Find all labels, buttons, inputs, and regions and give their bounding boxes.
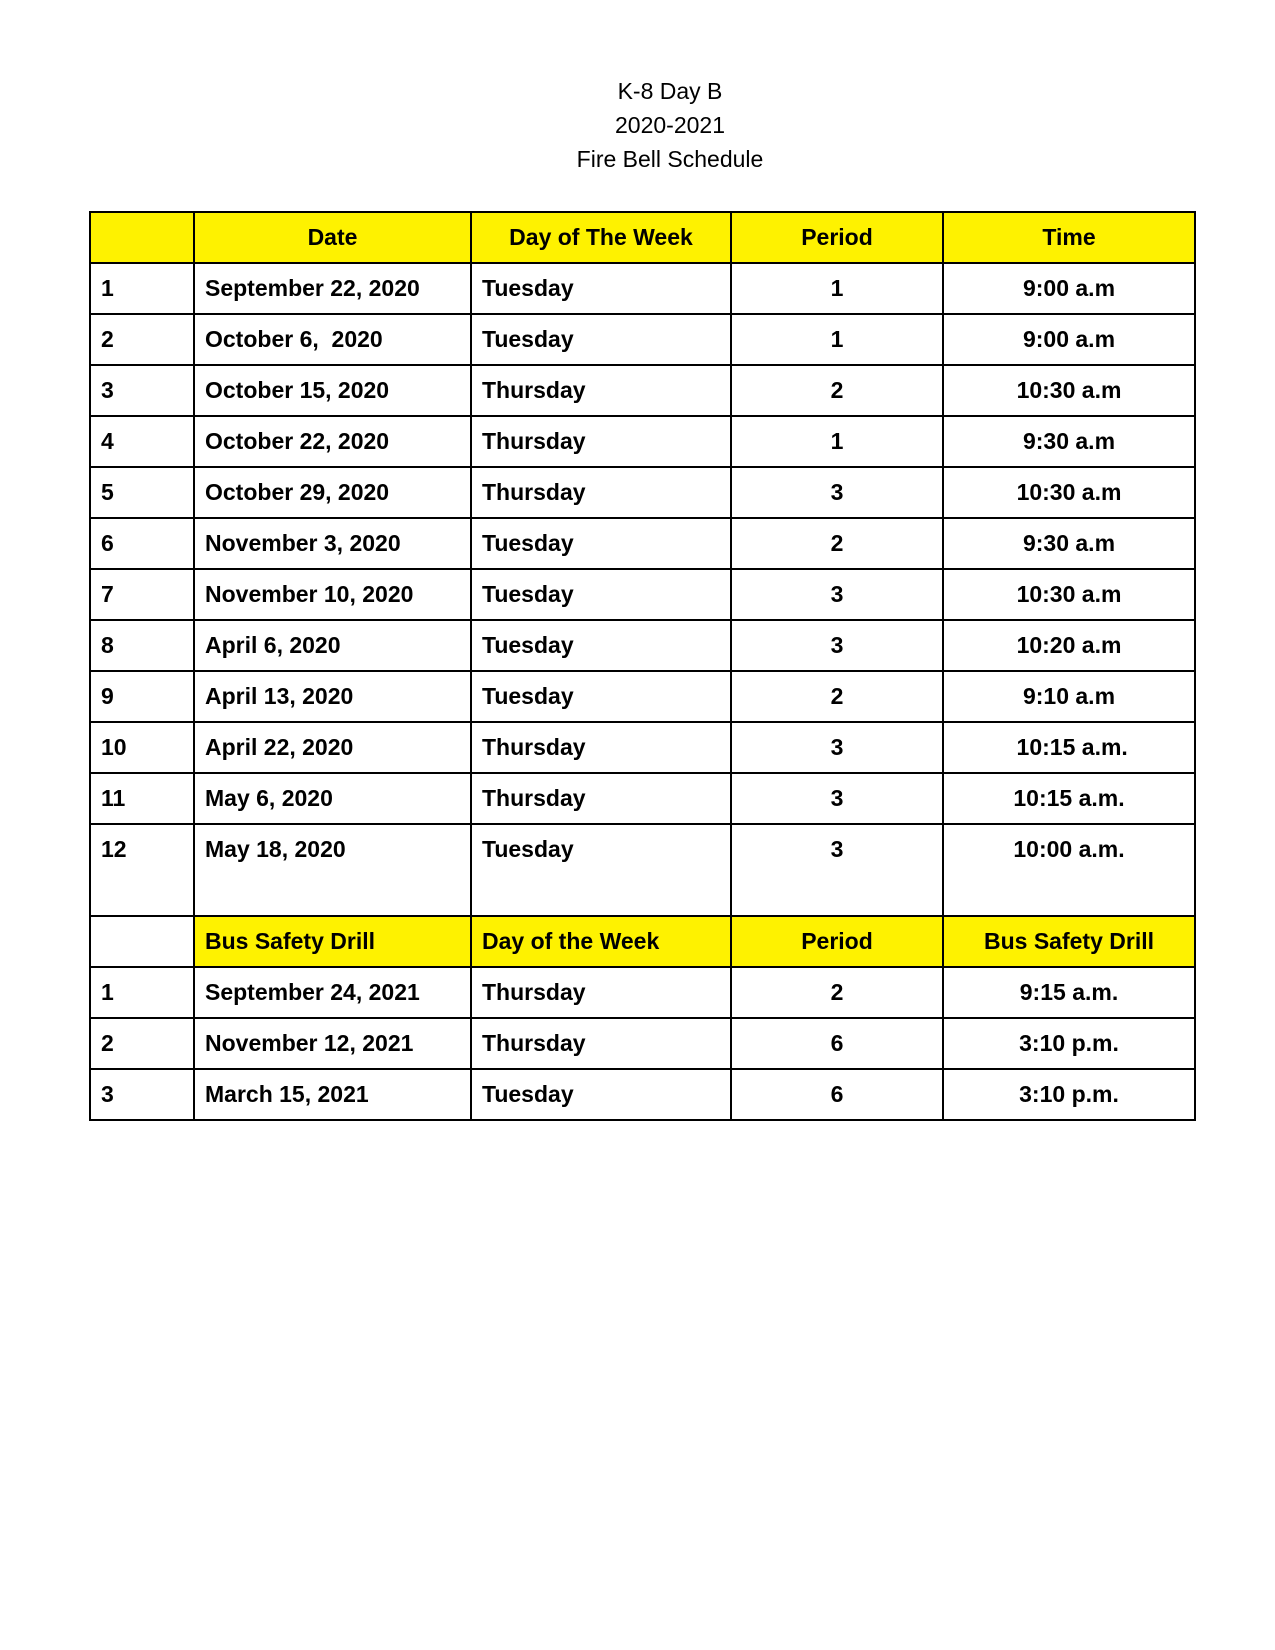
fire-cell-num: 1 bbox=[90, 263, 194, 314]
fire-cell-time: 10:30 a.m bbox=[943, 365, 1195, 416]
fire-cell-time: 9:30 a.m bbox=[943, 416, 1195, 467]
bus-cell-time: 3:10 p.m. bbox=[943, 1069, 1195, 1120]
fire-cell-num: 11 bbox=[90, 773, 194, 824]
fire-cell-period: 3 bbox=[731, 773, 943, 824]
fire-cell-date: April 13, 2020 bbox=[194, 671, 471, 722]
bus-cell-num: 3 bbox=[90, 1069, 194, 1120]
fire-cell-date: November 3, 2020 bbox=[194, 518, 471, 569]
bus-cell-period: 2 bbox=[731, 967, 943, 1018]
fire-cell-period: 3 bbox=[731, 467, 943, 518]
bus-cell-period: 6 bbox=[731, 1069, 943, 1120]
fire-row bbox=[90, 773, 1195, 824]
fire-row bbox=[90, 620, 1195, 671]
bus-row bbox=[90, 1069, 1195, 1120]
fire-row bbox=[90, 722, 1195, 773]
bus-cell-time: 9:15 a.m. bbox=[943, 967, 1195, 1018]
fire-header-time: Time bbox=[943, 212, 1195, 263]
fire-cell-date: October 22, 2020 bbox=[194, 416, 471, 467]
fire-header-day: Day of The Week bbox=[471, 212, 731, 263]
fire-cell-date: May 6, 2020 bbox=[194, 773, 471, 824]
fire-cell-num: 2 bbox=[90, 314, 194, 365]
fire-cell-period: 2 bbox=[731, 671, 943, 722]
fire-cell-period: 3 bbox=[731, 569, 943, 620]
bus-drill-rows bbox=[90, 967, 1195, 1120]
fire-cell-num: 8 bbox=[90, 620, 194, 671]
fire-cell-day: Tuesday bbox=[471, 569, 731, 620]
fire-row bbox=[90, 416, 1195, 467]
fire-cell-day: Tuesday bbox=[471, 518, 731, 569]
fire-cell-period: 3 bbox=[731, 824, 943, 916]
fire-drill-rows bbox=[90, 263, 1195, 916]
fire-cell-day: Tuesday bbox=[471, 671, 731, 722]
fire-cell-date: October 15, 2020 bbox=[194, 365, 471, 416]
bus-cell-num: 2 bbox=[90, 1018, 194, 1069]
fire-cell-time: 10:30 a.m bbox=[943, 467, 1195, 518]
fire-header-date: Date bbox=[194, 212, 471, 263]
fire-cell-num: 12 bbox=[90, 824, 194, 916]
title-line-schedule: Fire Bell Schedule bbox=[576, 146, 764, 172]
bus-header-day: Day of the Week bbox=[471, 916, 731, 967]
fire-row bbox=[90, 314, 1195, 365]
fire-cell-date: October 6, 2020 bbox=[194, 314, 471, 365]
fire-cell-date: October 29, 2020 bbox=[194, 467, 471, 518]
fire-row bbox=[90, 671, 1195, 722]
bus-cell-day: Thursday bbox=[471, 1018, 731, 1069]
bus-header-date: Bus Safety Drill bbox=[194, 916, 471, 967]
fire-cell-time: 9:00 a.m bbox=[943, 314, 1195, 365]
fire-cell-time: 10:15 a.m. bbox=[943, 722, 1195, 773]
fire-cell-time: 10:20 a.m bbox=[943, 620, 1195, 671]
schedule-table bbox=[89, 211, 1196, 1121]
bus-header-row bbox=[90, 916, 1195, 967]
fire-cell-day: Thursday bbox=[471, 773, 731, 824]
fire-row bbox=[90, 467, 1195, 518]
fire-cell-time: 9:30 a.m bbox=[943, 518, 1195, 569]
fire-cell-num: 3 bbox=[90, 365, 194, 416]
fire-cell-period: 2 bbox=[731, 365, 943, 416]
fire-cell-period: 1 bbox=[731, 416, 943, 467]
fire-cell-num: 7 bbox=[90, 569, 194, 620]
bus-cell-num: 1 bbox=[90, 967, 194, 1018]
bus-cell-day: Tuesday bbox=[471, 1069, 731, 1120]
fire-cell-period: 3 bbox=[731, 620, 943, 671]
bus-row bbox=[90, 1018, 1195, 1069]
bus-row bbox=[90, 967, 1195, 1018]
fire-cell-day: Tuesday bbox=[471, 620, 731, 671]
fire-cell-num: 10 bbox=[90, 722, 194, 773]
bus-cell-time: 3:10 p.m. bbox=[943, 1018, 1195, 1069]
fire-cell-num: 5 bbox=[90, 467, 194, 518]
fire-cell-time: 9:10 a.m bbox=[943, 671, 1195, 722]
fire-row bbox=[90, 569, 1195, 620]
title-line-grade: K-8 Day B bbox=[617, 78, 723, 104]
fire-cell-period: 2 bbox=[731, 518, 943, 569]
fire-cell-time: 10:15 a.m. bbox=[943, 773, 1195, 824]
bus-header-period: Period bbox=[731, 916, 943, 967]
fire-row bbox=[90, 824, 1195, 916]
fire-cell-time: 9:00 a.m bbox=[943, 263, 1195, 314]
fire-cell-day: Tuesday bbox=[471, 263, 731, 314]
bus-header-time: Bus Safety Drill bbox=[943, 916, 1195, 967]
fire-cell-num: 6 bbox=[90, 518, 194, 569]
fire-cell-date: November 10, 2020 bbox=[194, 569, 471, 620]
fire-cell-day: Tuesday bbox=[471, 824, 731, 916]
fire-header-period: Period bbox=[731, 212, 943, 263]
fire-cell-date: May 18, 2020 bbox=[194, 824, 471, 916]
fire-cell-day: Thursday bbox=[471, 722, 731, 773]
fire-header-row bbox=[90, 212, 1195, 263]
fire-cell-day: Thursday bbox=[471, 416, 731, 467]
fire-cell-day: Thursday bbox=[471, 467, 731, 518]
bus-header-num bbox=[90, 916, 194, 967]
fire-cell-day: Thursday bbox=[471, 365, 731, 416]
fire-cell-time: 10:00 a.m. bbox=[943, 824, 1195, 916]
fire-cell-date: September 22, 2020 bbox=[194, 263, 471, 314]
fire-row bbox=[90, 365, 1195, 416]
fire-cell-period: 1 bbox=[731, 263, 943, 314]
fire-cell-num: 4 bbox=[90, 416, 194, 467]
fire-cell-period: 3 bbox=[731, 722, 943, 773]
bus-cell-date: March 15, 2021 bbox=[194, 1069, 471, 1120]
bus-cell-date: November 12, 2021 bbox=[194, 1018, 471, 1069]
fire-cell-time: 10:30 a.m bbox=[943, 569, 1195, 620]
document-title bbox=[0, 74, 1275, 176]
fire-row bbox=[90, 263, 1195, 314]
fire-cell-date: April 22, 2020 bbox=[194, 722, 471, 773]
fire-cell-day: Tuesday bbox=[471, 314, 731, 365]
bus-cell-date: September 24, 2021 bbox=[194, 967, 471, 1018]
fire-header-num bbox=[90, 212, 194, 263]
title-line-year: 2020-2021 bbox=[615, 112, 725, 138]
fire-cell-num: 9 bbox=[90, 671, 194, 722]
fire-cell-date: April 6, 2020 bbox=[194, 620, 471, 671]
bus-cell-period: 6 bbox=[731, 1018, 943, 1069]
fire-cell-period: 1 bbox=[731, 314, 943, 365]
bus-cell-day: Thursday bbox=[471, 967, 731, 1018]
fire-row bbox=[90, 518, 1195, 569]
